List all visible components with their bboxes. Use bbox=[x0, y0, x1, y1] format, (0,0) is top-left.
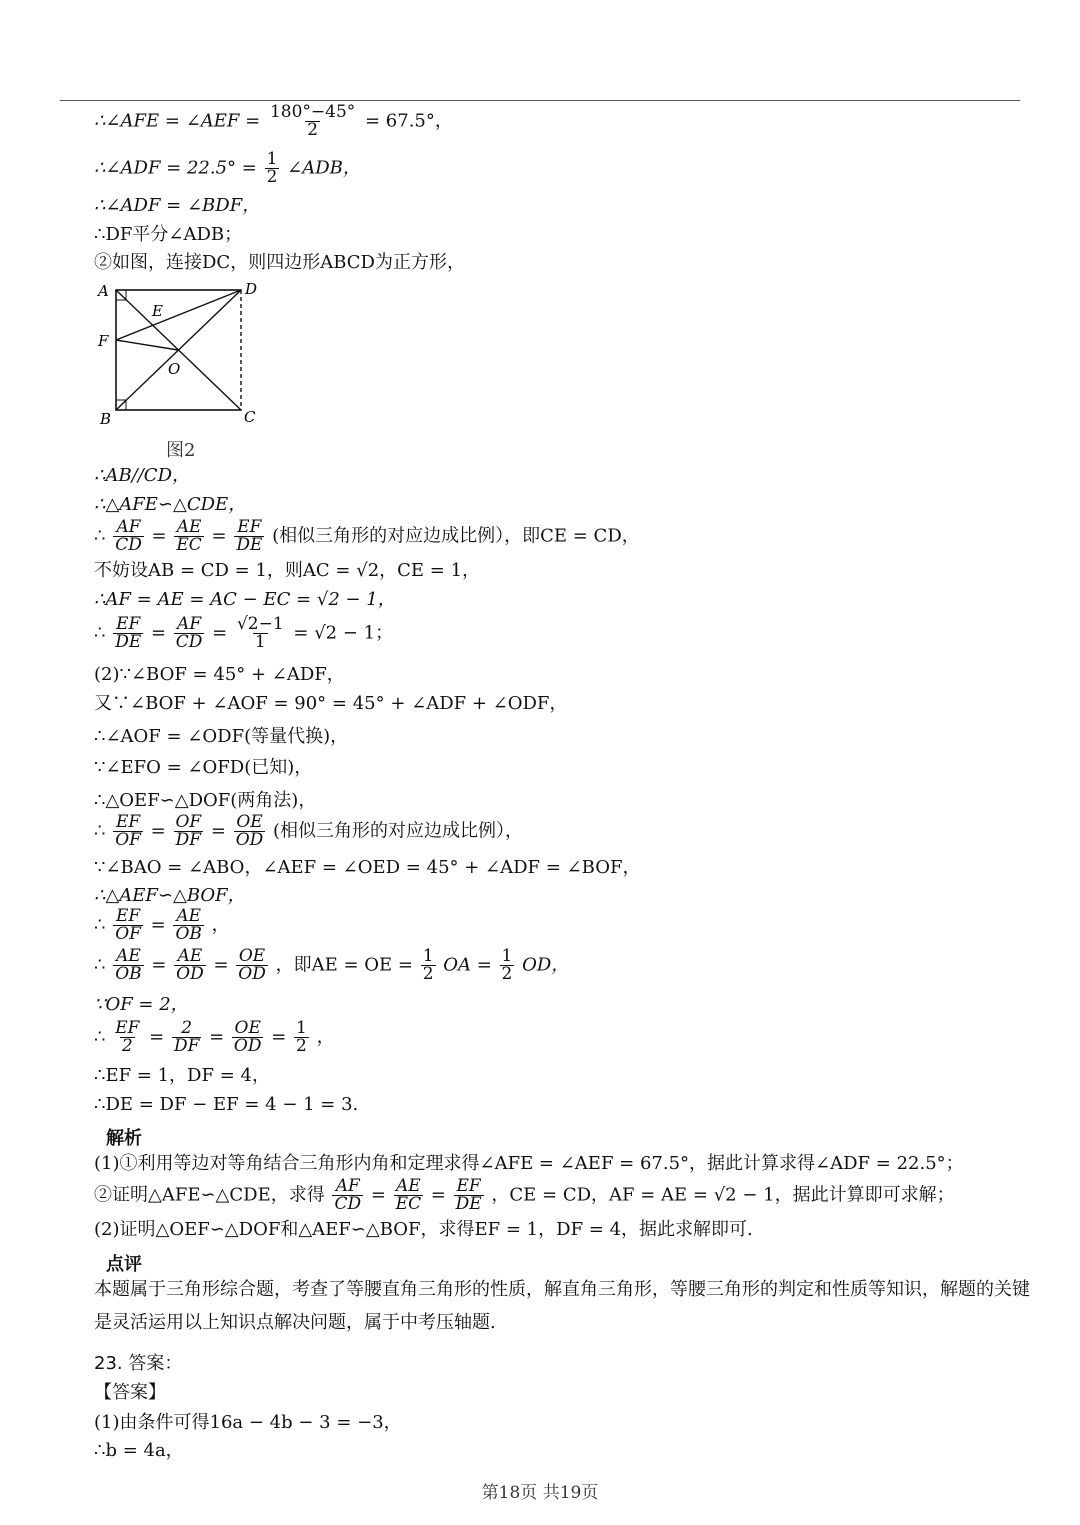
line-ef-df: ∴EF = 1，DF = 4， bbox=[94, 1065, 270, 1086]
line-assume: 不妨设AB = CD = 1，则AC = √2，CE = 1， bbox=[94, 560, 481, 581]
line-ratio-2: ∴ $\frac{EF}{DE}$ = $\frac{AF}{CD}$ = $\frac{√2-1}{1}$ = √2 − 1； bbox=[94, 614, 394, 652]
label-f: F bbox=[98, 332, 109, 350]
text: (相似三角形的对应边成比例）， bbox=[273, 820, 524, 842]
line-adf-bdf: ∴∠ADF = ∠BDF， bbox=[94, 195, 261, 216]
fraction: $\frac{180^\circ-45^\circ}{2}$ bbox=[269, 102, 356, 140]
line-ratio-4: ∴ $\frac{EF}{OF}$ = $\frac{AE}{OB}$ ， bbox=[94, 906, 230, 944]
fraction: $\frac{1}{2}$ bbox=[422, 946, 434, 984]
text: ∴∠ADF = 22.5° = bbox=[94, 157, 257, 179]
label-b: B bbox=[100, 410, 112, 428]
q23-line1: (1)由条件可得16a − 4b − 3 = −3， bbox=[94, 1412, 402, 1433]
header-rule bbox=[60, 100, 1020, 101]
page-footer: 第18页 共19页 bbox=[481, 1483, 599, 1503]
label-d: D bbox=[245, 280, 258, 298]
fraction: $\frac{AE}{EC}$ bbox=[395, 1176, 422, 1214]
label-o: O bbox=[168, 360, 181, 378]
label-c: C bbox=[244, 408, 256, 426]
line-of-2: ∵OF = 2， bbox=[94, 994, 189, 1015]
fraction: $\frac{1}{2}$ bbox=[296, 1018, 307, 1056]
text: ，即AE = OE = bbox=[275, 954, 413, 976]
fraction: $\frac{AF}{CD}$ bbox=[115, 517, 142, 555]
text: OD， bbox=[522, 954, 570, 976]
fraction: $\frac{AE}{EC}$ bbox=[176, 517, 202, 555]
text: ∠ADB， bbox=[287, 157, 361, 179]
text: ，CE = CD，AF = AE = √2 − 1，据此计算即可求解； bbox=[491, 1184, 955, 1206]
fraction: $\frac{1}{2}$ bbox=[266, 149, 278, 187]
fraction: $\frac{AE}{OB}$ bbox=[175, 906, 202, 944]
line-efo-ofd: ∵∠EFO = ∠OFD(已知)， bbox=[94, 757, 313, 778]
text: ∴ bbox=[94, 1026, 106, 1048]
text: OA = bbox=[443, 954, 492, 976]
fraction: $\frac{AF}{CD}$ bbox=[175, 614, 203, 652]
line-parallel: ∴AB//CD， bbox=[94, 465, 191, 486]
text: ， bbox=[316, 1026, 335, 1048]
text: ∴ bbox=[94, 525, 106, 547]
text: ∴ bbox=[94, 914, 106, 936]
fraction: $\frac{EF}{DE}$ bbox=[236, 517, 263, 555]
fraction: $\frac{OE}{OD}$ bbox=[235, 812, 264, 850]
fraction: $\frac{EF}{2}$ bbox=[115, 1018, 140, 1056]
fraction: $\frac{EF}{DE}$ bbox=[455, 1176, 482, 1214]
text: ∴ bbox=[94, 820, 106, 842]
line-similar-3: ∴△AEF∽△BOF， bbox=[94, 885, 246, 906]
text: ∴ bbox=[94, 622, 106, 644]
line-part2-start: (2)∵∠BOF = 45° + ∠ADF， bbox=[94, 664, 345, 685]
line-bof-aof: 又∵∠BOF + ∠AOF = 90° = 45° + ∠ADF + ∠ODF， bbox=[94, 693, 568, 714]
fraction: $\frac{OF}{DF}$ bbox=[175, 812, 202, 850]
fraction: $\frac{√2-1}{1}$ bbox=[236, 614, 284, 652]
text: ②证明△AFE∽△CDE，求得 bbox=[94, 1184, 325, 1206]
label-a: A bbox=[98, 282, 109, 300]
fraction: $\frac{2}{DF}$ bbox=[173, 1018, 200, 1056]
q23-heading: 23. 答案： bbox=[94, 1353, 183, 1374]
segment-fd bbox=[116, 290, 241, 340]
line-ratio-3: ∴ $\frac{EF}{OF}$ = $\frac{OF}{DF}$ = $\frac{OE}{OD}$ (相似三角形的对应边成比例）， bbox=[94, 812, 524, 850]
fraction: $\frac{AF}{CD}$ bbox=[334, 1176, 362, 1214]
analysis-p1: (1)①利用等边对等角结合三角形内角和定理求得∠AFE = ∠AEF = 67.5°，据此计算求得∠ADF = 22.5°； bbox=[94, 1153, 964, 1174]
line-connect-dc: ②如图，连接DC，则四边形ABCD为正方形， bbox=[94, 252, 465, 273]
fraction: $\frac{EF}{OF}$ bbox=[115, 812, 141, 850]
line-angle-afe bbox=[94, 104, 453, 139]
text: ， bbox=[211, 914, 230, 936]
q23-line2: ∴b = 4a， bbox=[94, 1440, 184, 1461]
comment-heading: 点评 bbox=[106, 1254, 142, 1275]
analysis-heading: 解析 bbox=[106, 1128, 142, 1149]
geometry-figure bbox=[94, 278, 284, 428]
text: (相似三角形的对应边成比例），即CE = CD， bbox=[272, 525, 640, 547]
q23-answer-tag: 【答案】 bbox=[94, 1382, 166, 1403]
line-af-ae: ∴AF = AE = AC − EC = √2 − 1， bbox=[94, 589, 396, 610]
line-ratio-5: ∴ $\frac{AE}{OB}$ = $\frac{AE}{OD}$ = $\frac{OE}{OD}$ ，即AE = OE = $\frac{1}{2}$ OA = $\frac{1}{2}$ OD， bbox=[94, 946, 570, 984]
line-aof-odf: ∴∠AOF = ∠ODF(等量代换)， bbox=[94, 726, 349, 747]
fraction: $\frac{EF}{DE}$ bbox=[115, 614, 142, 652]
line-de: ∴DE = DF − EF = 4 − 1 = 3. bbox=[94, 1094, 359, 1115]
fraction: $\frac{OE}{OD}$ bbox=[238, 946, 266, 984]
text: ∴∠AFE = ∠AEF = bbox=[94, 110, 261, 132]
text: ∴ bbox=[94, 954, 106, 976]
line-ratio-1: ∴ $\frac{AF}{CD}$ = $\frac{AE}{EC}$ = $\frac{EF}{DE}$ (相似三角形的对应边成比例），即CE = CD， bbox=[94, 517, 640, 555]
line-ratio-6: ∴ $\frac{EF}{2}$ = $\frac{2}{DF}$ = $\frac{OE}{OD}$ = $\frac{1}{2}$ ， bbox=[94, 1018, 335, 1056]
fraction: $\frac{EF}{OF}$ bbox=[115, 906, 141, 944]
figure-caption: 图2 bbox=[166, 440, 196, 461]
analysis-p2: ②证明△AFE∽△CDE，求得 $\frac{AF}{CD}$ = $\frac{AE}{EC}$ = $\frac{EF}{DE}$ ，CE = CD，AF = AE = √2 − 1，据此计算即可求解； bbox=[94, 1176, 955, 1214]
line-bao-abo: ∵∠BAO = ∠ABO，∠AEF = ∠OED = 45° + ∠ADF = ∠BOF， bbox=[94, 857, 641, 878]
text: = 67.5°， bbox=[365, 110, 453, 132]
fraction: $\frac{AE}{OB}$ bbox=[115, 946, 142, 984]
comment-text: 本题属于三角形综合题，考查了等腰直角三角形的性质，解直角三角形，等腰三角形的判定和性质等知识，解题的关键是灵活运用以上知识点解决问题，属于中考压轴题. bbox=[94, 1279, 1030, 1333]
analysis-p3: (2)证明△OEF∽△DOF和△AEF∽△BOF，求得EF = 1，DF = 4，据此求解即可. bbox=[94, 1219, 753, 1240]
line-similar-2: ∴△OEF∽△DOF(两角法)， bbox=[94, 790, 317, 811]
text: = √2 − 1； bbox=[293, 622, 394, 644]
fraction: $\frac{OE}{OD}$ bbox=[233, 1018, 262, 1056]
line-df-bisect: ∴DF平分∠ADB； bbox=[94, 224, 243, 245]
label-e: E bbox=[152, 302, 163, 320]
fraction: $\frac{AE}{OD}$ bbox=[176, 946, 204, 984]
line-similar-1: ∴△AFE∽△CDE， bbox=[94, 494, 247, 515]
fraction: $\frac{1}{2}$ bbox=[501, 946, 513, 984]
line-angle-adf bbox=[94, 151, 361, 186]
